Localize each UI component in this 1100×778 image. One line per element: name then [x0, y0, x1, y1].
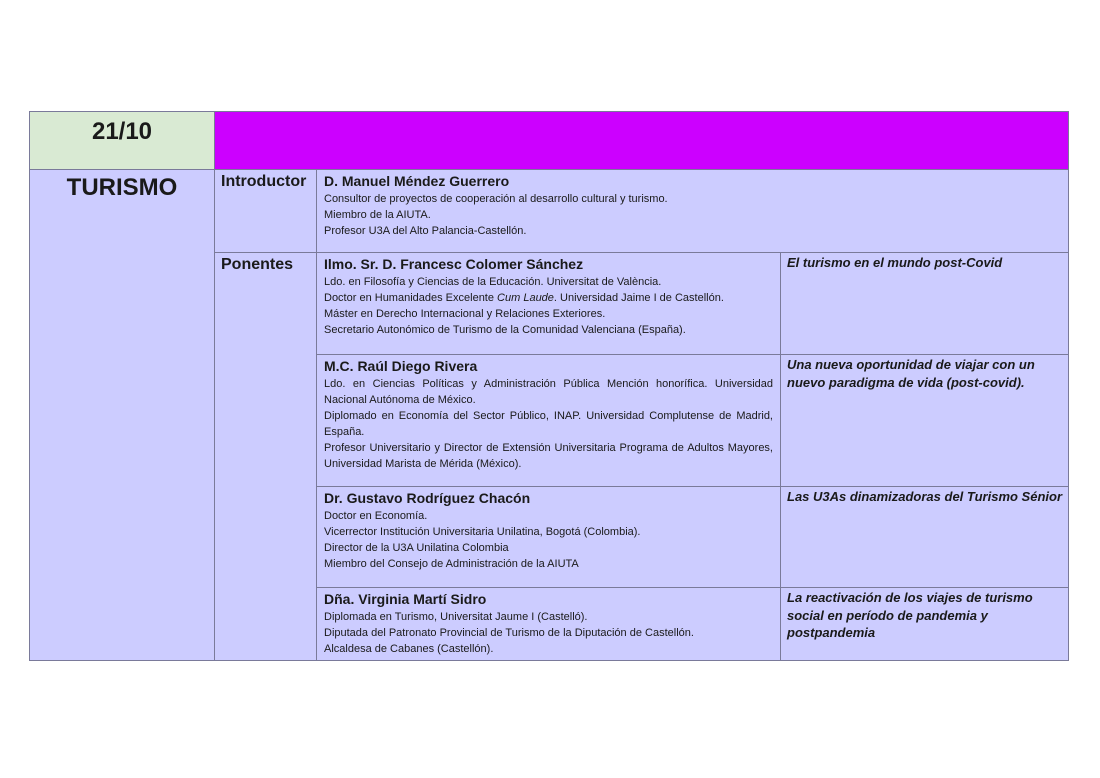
- speaker-line: Secretario Autonómico de Turismo de la Comunidad Valenciana (España).: [324, 324, 686, 336]
- speaker-line: Director de la U3A Unilatina Colombia: [324, 542, 509, 554]
- session-date: 21/10: [91, 118, 153, 145]
- speaker-line: Diplomada en Turismo, Universitat Jaume I (Castelló).: [324, 611, 588, 623]
- talk-cell: [781, 355, 1069, 487]
- header-band: [215, 112, 1069, 170]
- talk-title: Las U3As dinamizadoras del Turismo Sénior: [787, 489, 1063, 504]
- talk-title: Una nueva oportunidad de viajar con un nuevo paradigma de vida (post-covid).: [787, 357, 1035, 390]
- introductor-cell: [317, 170, 1069, 253]
- introductor-line: Profesor U3A del Alto Palancia-Castellón.: [324, 225, 527, 237]
- speaker-cell: [317, 487, 781, 588]
- talk-cell: [781, 253, 1069, 355]
- introductor-name: D. Manuel Méndez Guerrero: [324, 173, 510, 189]
- speaker-line: Doctor en Economía.: [324, 510, 428, 522]
- speaker-cell: [317, 253, 781, 355]
- talk-title: El turismo en el mundo post-Covid: [787, 255, 1003, 270]
- speaker-cell: [317, 355, 781, 487]
- speaker-line: Ldo. en Ciencias Políticas y Administración Pública Mención honorífica. Universidad Nacional Autónoma de México.: [324, 378, 773, 406]
- speaker-name: Dr. Gustavo Rodríguez Chacón: [324, 490, 531, 506]
- speaker-name: Dña. Virginia Martí Sidro: [324, 591, 487, 607]
- speaker-line: Doctor en Humanidades Excelente Cum Laude. Universidad Jaime I de Castellón.: [324, 292, 724, 304]
- cum-laude-emphasis: Cum Laude: [497, 292, 554, 304]
- speaker-line: Alcaldesa de Cabanes (Castellón).: [324, 643, 494, 655]
- speaker-line: Ldo. en Filosofía y Ciencias de la Educación. Universitat de València.: [324, 276, 662, 288]
- session-topic: TURISMO: [66, 174, 178, 201]
- introductor-line: Miembro de la AIUTA.: [324, 209, 431, 221]
- program-table: [29, 111, 1069, 661]
- speaker-line: Máster en Derecho Internacional y Relaciones Exteriores.: [324, 308, 606, 320]
- speaker-cell: [317, 588, 781, 661]
- speaker-name: M.C. Raúl Diego Rivera: [324, 358, 478, 374]
- header-row: [30, 112, 1069, 170]
- introductor-row: [30, 170, 1069, 253]
- introductor-role-cell: [215, 170, 317, 253]
- ponentes-role-cell: [215, 253, 317, 661]
- talk-cell: [781, 487, 1069, 588]
- talk-cell: [781, 588, 1069, 661]
- topic-cell: [30, 170, 215, 661]
- introductor-line: Consultor de proyectos de cooperación al desarrollo cultural y turismo.: [324, 193, 668, 205]
- speaker-line: Miembro del Consejo de Administración de la AIUTA: [324, 558, 579, 570]
- speaker-name: Ilmo. Sr. D. Francesc Colomer Sánchez: [324, 256, 584, 272]
- talk-title: La reactivación de los viajes de turismo social en período de pandemia y postpandemia: [787, 590, 1033, 640]
- date-cell: [30, 112, 215, 170]
- speaker-line: Profesor Universitario y Director de Extensión Universitaria Programa de Adultos Mayores, Universidad Marista de Mérida (México).: [324, 442, 773, 470]
- role-ponentes: Ponentes: [221, 256, 294, 273]
- speaker-line: Diplomado en Economía del Sector Público, INAP. Universidad Complutense de Madrid, España.: [324, 410, 773, 438]
- role-introductor: Introductor: [221, 173, 307, 190]
- speaker-line: Diputada del Patronato Provincial de Turismo de la Diputación de Castellón.: [324, 627, 694, 639]
- speaker-line: Vicerrector Institución Universitaria Unilatina, Bogotá (Colombia).: [324, 526, 641, 538]
